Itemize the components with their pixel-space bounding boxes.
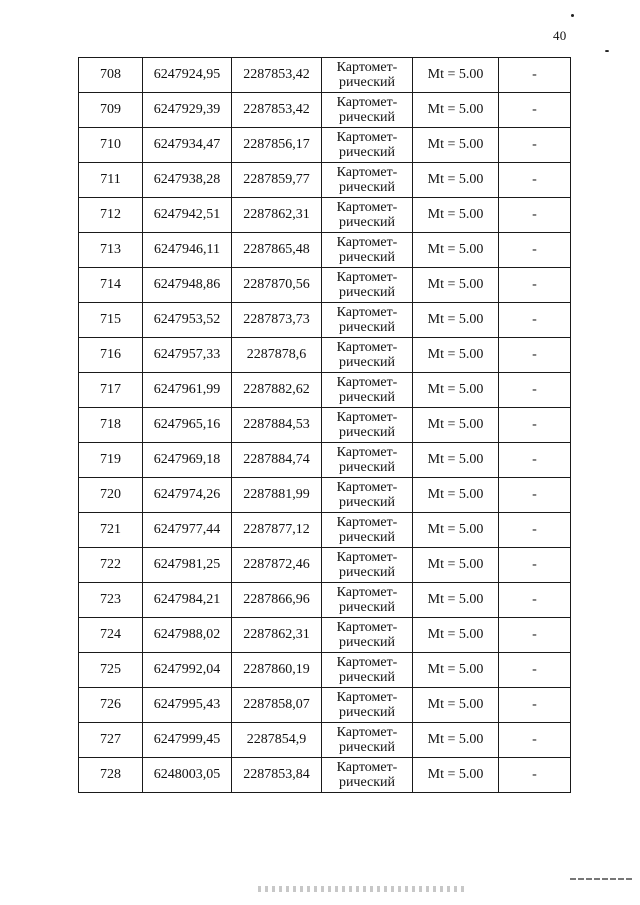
accuracy-cell: Mt = 5.00 xyxy=(413,723,499,758)
table-row xyxy=(79,758,571,793)
accuracy-cell: Mt = 5.00 xyxy=(413,373,499,408)
note-cell: - xyxy=(499,163,571,198)
table-row xyxy=(79,548,571,583)
note-cell: - xyxy=(499,338,571,373)
point-number-cell: 710 xyxy=(79,128,143,163)
point-number-cell: 727 xyxy=(79,723,143,758)
accuracy-cell: Mt = 5.00 xyxy=(413,548,499,583)
note-cell: - xyxy=(499,583,571,618)
x-coordinate-cell: 6247942,51 xyxy=(143,198,232,233)
method-text-line: рический xyxy=(338,250,396,265)
method-cell xyxy=(322,233,413,268)
table-row xyxy=(79,653,571,688)
accuracy-cell: Mt = 5.00 xyxy=(413,233,499,268)
method-text-line: Картомет- xyxy=(336,620,398,635)
x-coordinate-cell: 6247974,26 xyxy=(143,478,232,513)
y-coordinate-cell: 2287884,74 xyxy=(232,443,322,478)
method-cell xyxy=(322,478,413,513)
y-coordinate-cell: 2287862,31 xyxy=(232,618,322,653)
accuracy-cell: Mt = 5.00 xyxy=(413,478,499,513)
method-text-line: рический xyxy=(338,215,396,230)
note-cell: - xyxy=(499,303,571,338)
method-text-line: Картомет- xyxy=(336,165,398,180)
point-number-cell: 712 xyxy=(79,198,143,233)
point-number-cell: 714 xyxy=(79,268,143,303)
accuracy-cell: Mt = 5.00 xyxy=(413,268,499,303)
point-number-cell: 726 xyxy=(79,688,143,723)
coordinates-table xyxy=(78,57,571,793)
point-number-cell: 708 xyxy=(79,58,143,93)
method-cell xyxy=(322,303,413,338)
y-coordinate-cell: 2287877,12 xyxy=(232,513,322,548)
method-cell xyxy=(322,268,413,303)
y-coordinate-cell: 2287870,56 xyxy=(232,268,322,303)
method-text-line: рический xyxy=(338,390,396,405)
method-text-line: рический xyxy=(338,75,396,90)
note-cell: - xyxy=(499,653,571,688)
method-text-line: Картомет- xyxy=(336,725,398,740)
y-coordinate-cell: 2287866,96 xyxy=(232,583,322,618)
y-coordinate-cell: 2287858,07 xyxy=(232,688,322,723)
method-cell xyxy=(322,548,413,583)
point-number-cell: 709 xyxy=(79,93,143,128)
point-number-cell: 725 xyxy=(79,653,143,688)
table-row xyxy=(79,723,571,758)
note-cell: - xyxy=(499,128,571,163)
x-coordinate-cell: 6247957,33 xyxy=(143,338,232,373)
method-text-line: Картомет- xyxy=(336,690,398,705)
method-text-line: рический xyxy=(338,110,396,125)
accuracy-cell: Mt = 5.00 xyxy=(413,758,499,793)
method-text-line: рический xyxy=(338,460,396,475)
note-cell: - xyxy=(499,93,571,128)
accuracy-cell: Mt = 5.00 xyxy=(413,443,499,478)
method-text-line: рический xyxy=(338,705,396,720)
coordinates-table-body xyxy=(79,58,571,793)
accuracy-cell: Mt = 5.00 xyxy=(413,163,499,198)
point-number-cell: 723 xyxy=(79,583,143,618)
x-coordinate-cell: 6247977,44 xyxy=(143,513,232,548)
method-cell xyxy=(322,163,413,198)
table-row xyxy=(79,478,571,513)
x-coordinate-cell: 6247992,04 xyxy=(143,653,232,688)
y-coordinate-cell: 2287881,99 xyxy=(232,478,322,513)
accuracy-cell: Mt = 5.00 xyxy=(413,58,499,93)
y-coordinate-cell: 2287872,46 xyxy=(232,548,322,583)
y-coordinate-cell: 2287859,77 xyxy=(232,163,322,198)
y-coordinate-cell: 2287856,17 xyxy=(232,128,322,163)
method-text-line: рический xyxy=(338,530,396,545)
method-cell xyxy=(322,58,413,93)
scan-artifact xyxy=(258,886,468,892)
y-coordinate-cell: 2287878,6 xyxy=(232,338,322,373)
table-row xyxy=(79,373,571,408)
note-cell: - xyxy=(499,268,571,303)
x-coordinate-cell: 6247988,02 xyxy=(143,618,232,653)
point-number-cell: 724 xyxy=(79,618,143,653)
method-cell xyxy=(322,618,413,653)
method-text-line: рический xyxy=(338,600,396,615)
y-coordinate-cell: 2287865,48 xyxy=(232,233,322,268)
method-text-line: рический xyxy=(338,180,396,195)
method-text-line: Картомет- xyxy=(336,655,398,670)
table-row xyxy=(79,618,571,653)
method-cell xyxy=(322,653,413,688)
method-cell xyxy=(322,338,413,373)
method-text-line: Картомет- xyxy=(336,480,398,495)
y-coordinate-cell: 2287853,42 xyxy=(232,93,322,128)
x-coordinate-cell: 6247924,95 xyxy=(143,58,232,93)
x-coordinate-cell: 6247999,45 xyxy=(143,723,232,758)
y-coordinate-cell: 2287860,19 xyxy=(232,653,322,688)
x-coordinate-cell: 6247953,52 xyxy=(143,303,232,338)
page-number: 40 xyxy=(553,28,567,43)
scan-speck xyxy=(571,14,574,17)
y-coordinate-cell: 2287884,53 xyxy=(232,408,322,443)
method-text-line: рический xyxy=(338,355,396,370)
table-row xyxy=(79,408,571,443)
point-number-cell: 720 xyxy=(79,478,143,513)
table-row xyxy=(79,128,571,163)
accuracy-cell: Mt = 5.00 xyxy=(413,198,499,233)
method-text-line: рический xyxy=(338,565,396,580)
y-coordinate-cell: 2287862,31 xyxy=(232,198,322,233)
x-coordinate-cell: 6247965,16 xyxy=(143,408,232,443)
note-cell: - xyxy=(499,373,571,408)
method-text-line: рический xyxy=(338,145,396,160)
method-text-line: Картомет- xyxy=(336,270,398,285)
accuracy-cell: Mt = 5.00 xyxy=(413,653,499,688)
x-coordinate-cell: 6247948,86 xyxy=(143,268,232,303)
point-number-cell: 715 xyxy=(79,303,143,338)
method-cell xyxy=(322,583,413,618)
method-text-line: рический xyxy=(338,320,396,335)
table-row xyxy=(79,443,571,478)
method-text-line: Картомет- xyxy=(336,550,398,565)
method-cell xyxy=(322,198,413,233)
y-coordinate-cell: 2287854,9 xyxy=(232,723,322,758)
method-text-line: рический xyxy=(338,495,396,510)
method-text-line: Картомет- xyxy=(336,515,398,530)
table-row xyxy=(79,58,571,93)
method-text-line: рический xyxy=(338,740,396,755)
method-text-line: Картомет- xyxy=(336,375,398,390)
method-text-line: Картомет- xyxy=(336,235,398,250)
y-coordinate-cell: 2287882,62 xyxy=(232,373,322,408)
note-cell: - xyxy=(499,513,571,548)
table-row xyxy=(79,583,571,618)
table-row xyxy=(79,93,571,128)
accuracy-cell: Mt = 5.00 xyxy=(413,513,499,548)
note-cell: - xyxy=(499,688,571,723)
note-cell: - xyxy=(499,408,571,443)
x-coordinate-cell: 6247946,11 xyxy=(143,233,232,268)
table-row xyxy=(79,198,571,233)
note-cell: - xyxy=(499,443,571,478)
method-cell xyxy=(322,373,413,408)
accuracy-cell: Mt = 5.00 xyxy=(413,128,499,163)
note-cell: - xyxy=(499,233,571,268)
method-text-line: Картомет- xyxy=(336,410,398,425)
table-row xyxy=(79,303,571,338)
method-text-line: рический xyxy=(338,635,396,650)
table-row xyxy=(79,513,571,548)
table-row xyxy=(79,163,571,198)
method-text-line: Картомет- xyxy=(336,445,398,460)
method-text-line: рический xyxy=(338,775,396,790)
method-text-line: Картомет- xyxy=(336,340,398,355)
table-row xyxy=(79,268,571,303)
method-text-line: Картомет- xyxy=(336,60,398,75)
accuracy-cell: Mt = 5.00 xyxy=(413,93,499,128)
point-number-cell: 716 xyxy=(79,338,143,373)
point-number-cell: 728 xyxy=(79,758,143,793)
table-row xyxy=(79,338,571,373)
point-number-cell: 721 xyxy=(79,513,143,548)
x-coordinate-cell: 6247969,18 xyxy=(143,443,232,478)
method-text-line: Картомет- xyxy=(336,305,398,320)
x-coordinate-cell: 6248003,05 xyxy=(143,758,232,793)
note-cell: - xyxy=(499,723,571,758)
point-number-cell: 722 xyxy=(79,548,143,583)
point-number-cell: 711 xyxy=(79,163,143,198)
method-cell xyxy=(322,93,413,128)
method-cell xyxy=(322,688,413,723)
scan-speck xyxy=(605,50,609,52)
accuracy-cell: Mt = 5.00 xyxy=(413,338,499,373)
table-row xyxy=(79,688,571,723)
accuracy-cell: Mt = 5.00 xyxy=(413,688,499,723)
method-cell xyxy=(322,723,413,758)
accuracy-cell: Mt = 5.00 xyxy=(413,408,499,443)
x-coordinate-cell: 6247981,25 xyxy=(143,548,232,583)
point-number-cell: 713 xyxy=(79,233,143,268)
method-text-line: Картомет- xyxy=(336,585,398,600)
note-cell: - xyxy=(499,548,571,583)
method-cell xyxy=(322,513,413,548)
method-cell xyxy=(322,408,413,443)
note-cell: - xyxy=(499,478,571,513)
method-cell xyxy=(322,443,413,478)
point-number-cell: 719 xyxy=(79,443,143,478)
note-cell: - xyxy=(499,618,571,653)
x-coordinate-cell: 6247938,28 xyxy=(143,163,232,198)
method-text-line: рический xyxy=(338,670,396,685)
x-coordinate-cell: 6247934,47 xyxy=(143,128,232,163)
x-coordinate-cell: 6247995,43 xyxy=(143,688,232,723)
x-coordinate-cell: 6247984,21 xyxy=(143,583,232,618)
method-cell xyxy=(322,128,413,163)
scan-artifact xyxy=(570,878,634,880)
y-coordinate-cell: 2287853,84 xyxy=(232,758,322,793)
accuracy-cell: Mt = 5.00 xyxy=(413,583,499,618)
method-text-line: рический xyxy=(338,425,396,440)
method-cell xyxy=(322,758,413,793)
y-coordinate-cell: 2287853,42 xyxy=(232,58,322,93)
accuracy-cell: Mt = 5.00 xyxy=(413,618,499,653)
note-cell: - xyxy=(499,58,571,93)
x-coordinate-cell: 6247961,99 xyxy=(143,373,232,408)
method-text-line: Картомет- xyxy=(336,200,398,215)
method-text-line: рический xyxy=(338,285,396,300)
method-text-line: Картомет- xyxy=(336,130,398,145)
table-row xyxy=(79,233,571,268)
accuracy-cell: Mt = 5.00 xyxy=(413,303,499,338)
point-number-cell: 717 xyxy=(79,373,143,408)
point-number-cell: 718 xyxy=(79,408,143,443)
method-text-line: Картомет- xyxy=(336,760,398,775)
note-cell: - xyxy=(499,758,571,793)
method-text-line: Картомет- xyxy=(336,95,398,110)
note-cell: - xyxy=(499,198,571,233)
x-coordinate-cell: 6247929,39 xyxy=(143,93,232,128)
y-coordinate-cell: 2287873,73 xyxy=(232,303,322,338)
